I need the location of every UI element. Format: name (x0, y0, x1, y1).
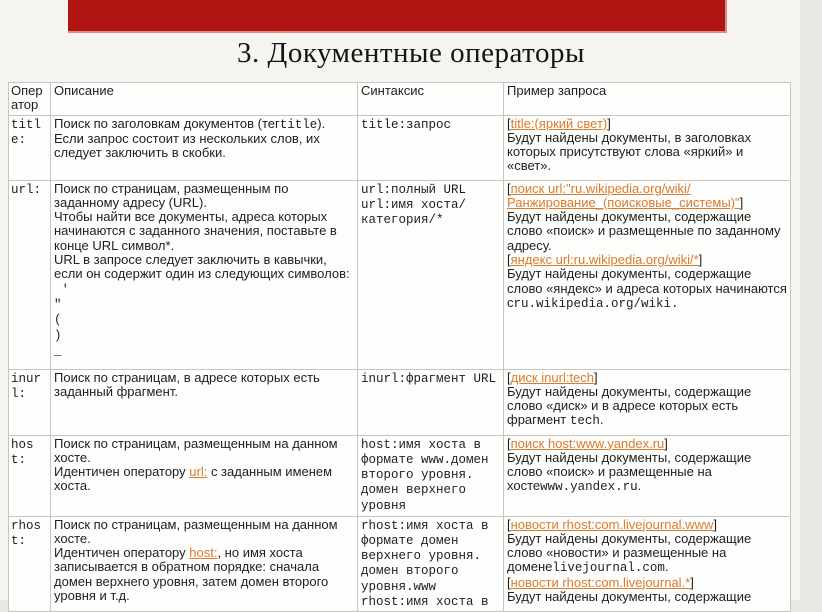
example-link[interactable]: диск inurl:tech (510, 369, 595, 385)
body-text: Идентичен оператору (54, 464, 190, 480)
body-text: ] (739, 194, 744, 210)
code-text: rhost:имя хоста в (361, 595, 489, 610)
body-text: Будут найдены документы, содержащие (507, 589, 752, 605)
operators-table-body (9, 115, 791, 612)
table-row (9, 435, 791, 516)
code-text: www.yandex.ru (540, 480, 638, 495)
body-text: . (664, 559, 669, 575)
code-text: ) (54, 328, 62, 343)
body-text: [ (507, 252, 511, 268)
example-link[interactable]: title:(яркий свет) (510, 115, 608, 131)
code-text: _ (54, 343, 62, 358)
body-text: ] (594, 369, 598, 385)
example-link[interactable]: новости rhost:com.livejournal.www (510, 516, 714, 532)
body-text: Чтобы найти все документы, адреса которых начинаются с заданного значения, поставьте в конце URL символ*. (54, 209, 341, 253)
code-text: rhost: (11, 518, 42, 548)
body-text: ] (664, 435, 668, 451)
body-text: ] (607, 115, 611, 131)
code-text: ( (54, 313, 62, 328)
header-syntax: Синтаксис (358, 83, 504, 116)
body-text: URL в запросе следует заключить в кавычки, если он содержит один из следующих символов: (54, 252, 350, 282)
code-text: title:запрос (361, 117, 452, 132)
operator-cell (9, 115, 51, 180)
operator-cell (9, 180, 51, 369)
example-cell (504, 180, 791, 369)
body-text: Будут найдены документы, содержащие слово «новости» и размещенные на домене (507, 530, 755, 575)
body-text: [ (507, 369, 511, 385)
body-text: Поиск по страницам, размещенным на данном хосте. (54, 435, 342, 465)
table-row (9, 180, 791, 369)
code-text: inurl:фрагмент URL (361, 371, 497, 386)
header-operator: Оператор (9, 83, 51, 116)
body-text: [ (507, 574, 511, 590)
code-text: url: (11, 182, 42, 197)
operator-cell (9, 516, 51, 612)
body-text: Идентичен оператору (54, 545, 190, 561)
body-text: Будут найдены документы, содержащие слово «яндекс» и адреса которых начинаются с (507, 266, 791, 310)
body-text: . (637, 478, 642, 494)
body-text: Будут найдены документы, в заголовках которых присутствуют слова «яркий» и «свет». (507, 129, 755, 174)
body-text: с заданным именем хоста. (54, 464, 336, 494)
example-link[interactable]: яндекс url:ru.wikipedia.org/wiki/* (510, 252, 699, 268)
operators-table (8, 82, 791, 612)
code-text: host: (11, 437, 34, 467)
body-text: Будут найдены документы, содержащие слово «диск» и в адресе которых есть фрагмент (507, 383, 755, 428)
syntax-cell (358, 369, 504, 435)
code-text: title: (11, 117, 42, 147)
syntax-cell (358, 180, 504, 369)
example-link[interactable]: url: (189, 464, 208, 480)
code-text: title (279, 117, 318, 132)
table-header-row (9, 83, 791, 116)
description-cell (51, 115, 358, 180)
syntax-cell (358, 435, 504, 516)
description-cell (51, 180, 358, 369)
syntax-cell (358, 115, 504, 180)
code-text: rhost:имя хоста в формате домен верхнего уровня. домен второго уровня.www (361, 518, 497, 594)
code-text: tech (569, 414, 600, 429)
code-text: host:имя хоста в формате www.домен второго уровня. домен верхнего уровня (361, 437, 497, 513)
code-text: livejournal.com (552, 561, 665, 576)
body-text: . (599, 412, 604, 428)
body-text: ). (317, 115, 326, 131)
example-link[interactable]: новости rhost:com.livejournal.* (510, 574, 691, 590)
example-cell (504, 516, 791, 612)
operator-cell (9, 369, 51, 435)
code-text: url:полный URL (361, 182, 467, 197)
syntax-cell (358, 516, 504, 612)
body-text: Поиск по заголовкам документов (тег (54, 115, 280, 131)
body-text: [ (507, 115, 511, 131)
example-cell (504, 435, 791, 516)
body-text: [ (507, 180, 511, 196)
body-text: Поиск по страницам, в адресе которых есть заданный фрагмент. (54, 369, 324, 399)
accent-bar (68, 0, 727, 33)
body-text: Поиск по страницам, размещенным по заданному адресу (URL). (54, 180, 293, 210)
code-text: url:имя хоста/категория/* (361, 197, 467, 228)
slide-title: 3. Документные операторы (237, 37, 585, 69)
body-text: Если запрос состоит из нескольких слов, их следует заключить в скобки. (54, 130, 324, 161)
body-text: Будут найдены документы, содержащие слово «поиск» и размещенные по заданному адресу. (507, 209, 785, 253)
body-text: ] (690, 574, 694, 590)
description-cell (51, 516, 358, 612)
body-text: [ (507, 516, 511, 532)
description-cell (51, 369, 358, 435)
body-text: Поиск по страницам, размещенным на данном хосте. (54, 516, 342, 546)
example-link[interactable]: поиск url:"ru.wikipedia.org/wiki/Ранжирование_(поисковые_системы)" (507, 180, 740, 210)
header-example: Пример запроса (504, 83, 791, 116)
code-text: " (54, 297, 62, 312)
body-text: ] (698, 252, 703, 268)
body-text: Будут найдены документы, содержащие слово «поиск» и размещенные на хосте (507, 449, 755, 494)
table-row (9, 369, 791, 435)
example-cell (504, 115, 791, 180)
example-cell (504, 369, 791, 435)
body-text: ] (713, 516, 717, 532)
table-row (9, 115, 791, 180)
description-cell (51, 435, 358, 516)
body-text: [ (507, 435, 511, 451)
example-link[interactable]: поиск host:www.yandex.ru (510, 435, 665, 451)
body-text: , но имя хоста записывается в обратном порядке: сначала домен верхнего уровня, затем домен второго уровня и т.д. (54, 545, 332, 604)
example-link[interactable]: host: (189, 545, 218, 561)
code-text: ' (54, 282, 70, 297)
code-text: inurl: (11, 371, 42, 401)
code-text: ru.wikipedia.org/wiki. (513, 296, 679, 311)
operator-cell (9, 435, 51, 516)
table-row (9, 516, 791, 612)
header-description: Описание (51, 83, 358, 116)
